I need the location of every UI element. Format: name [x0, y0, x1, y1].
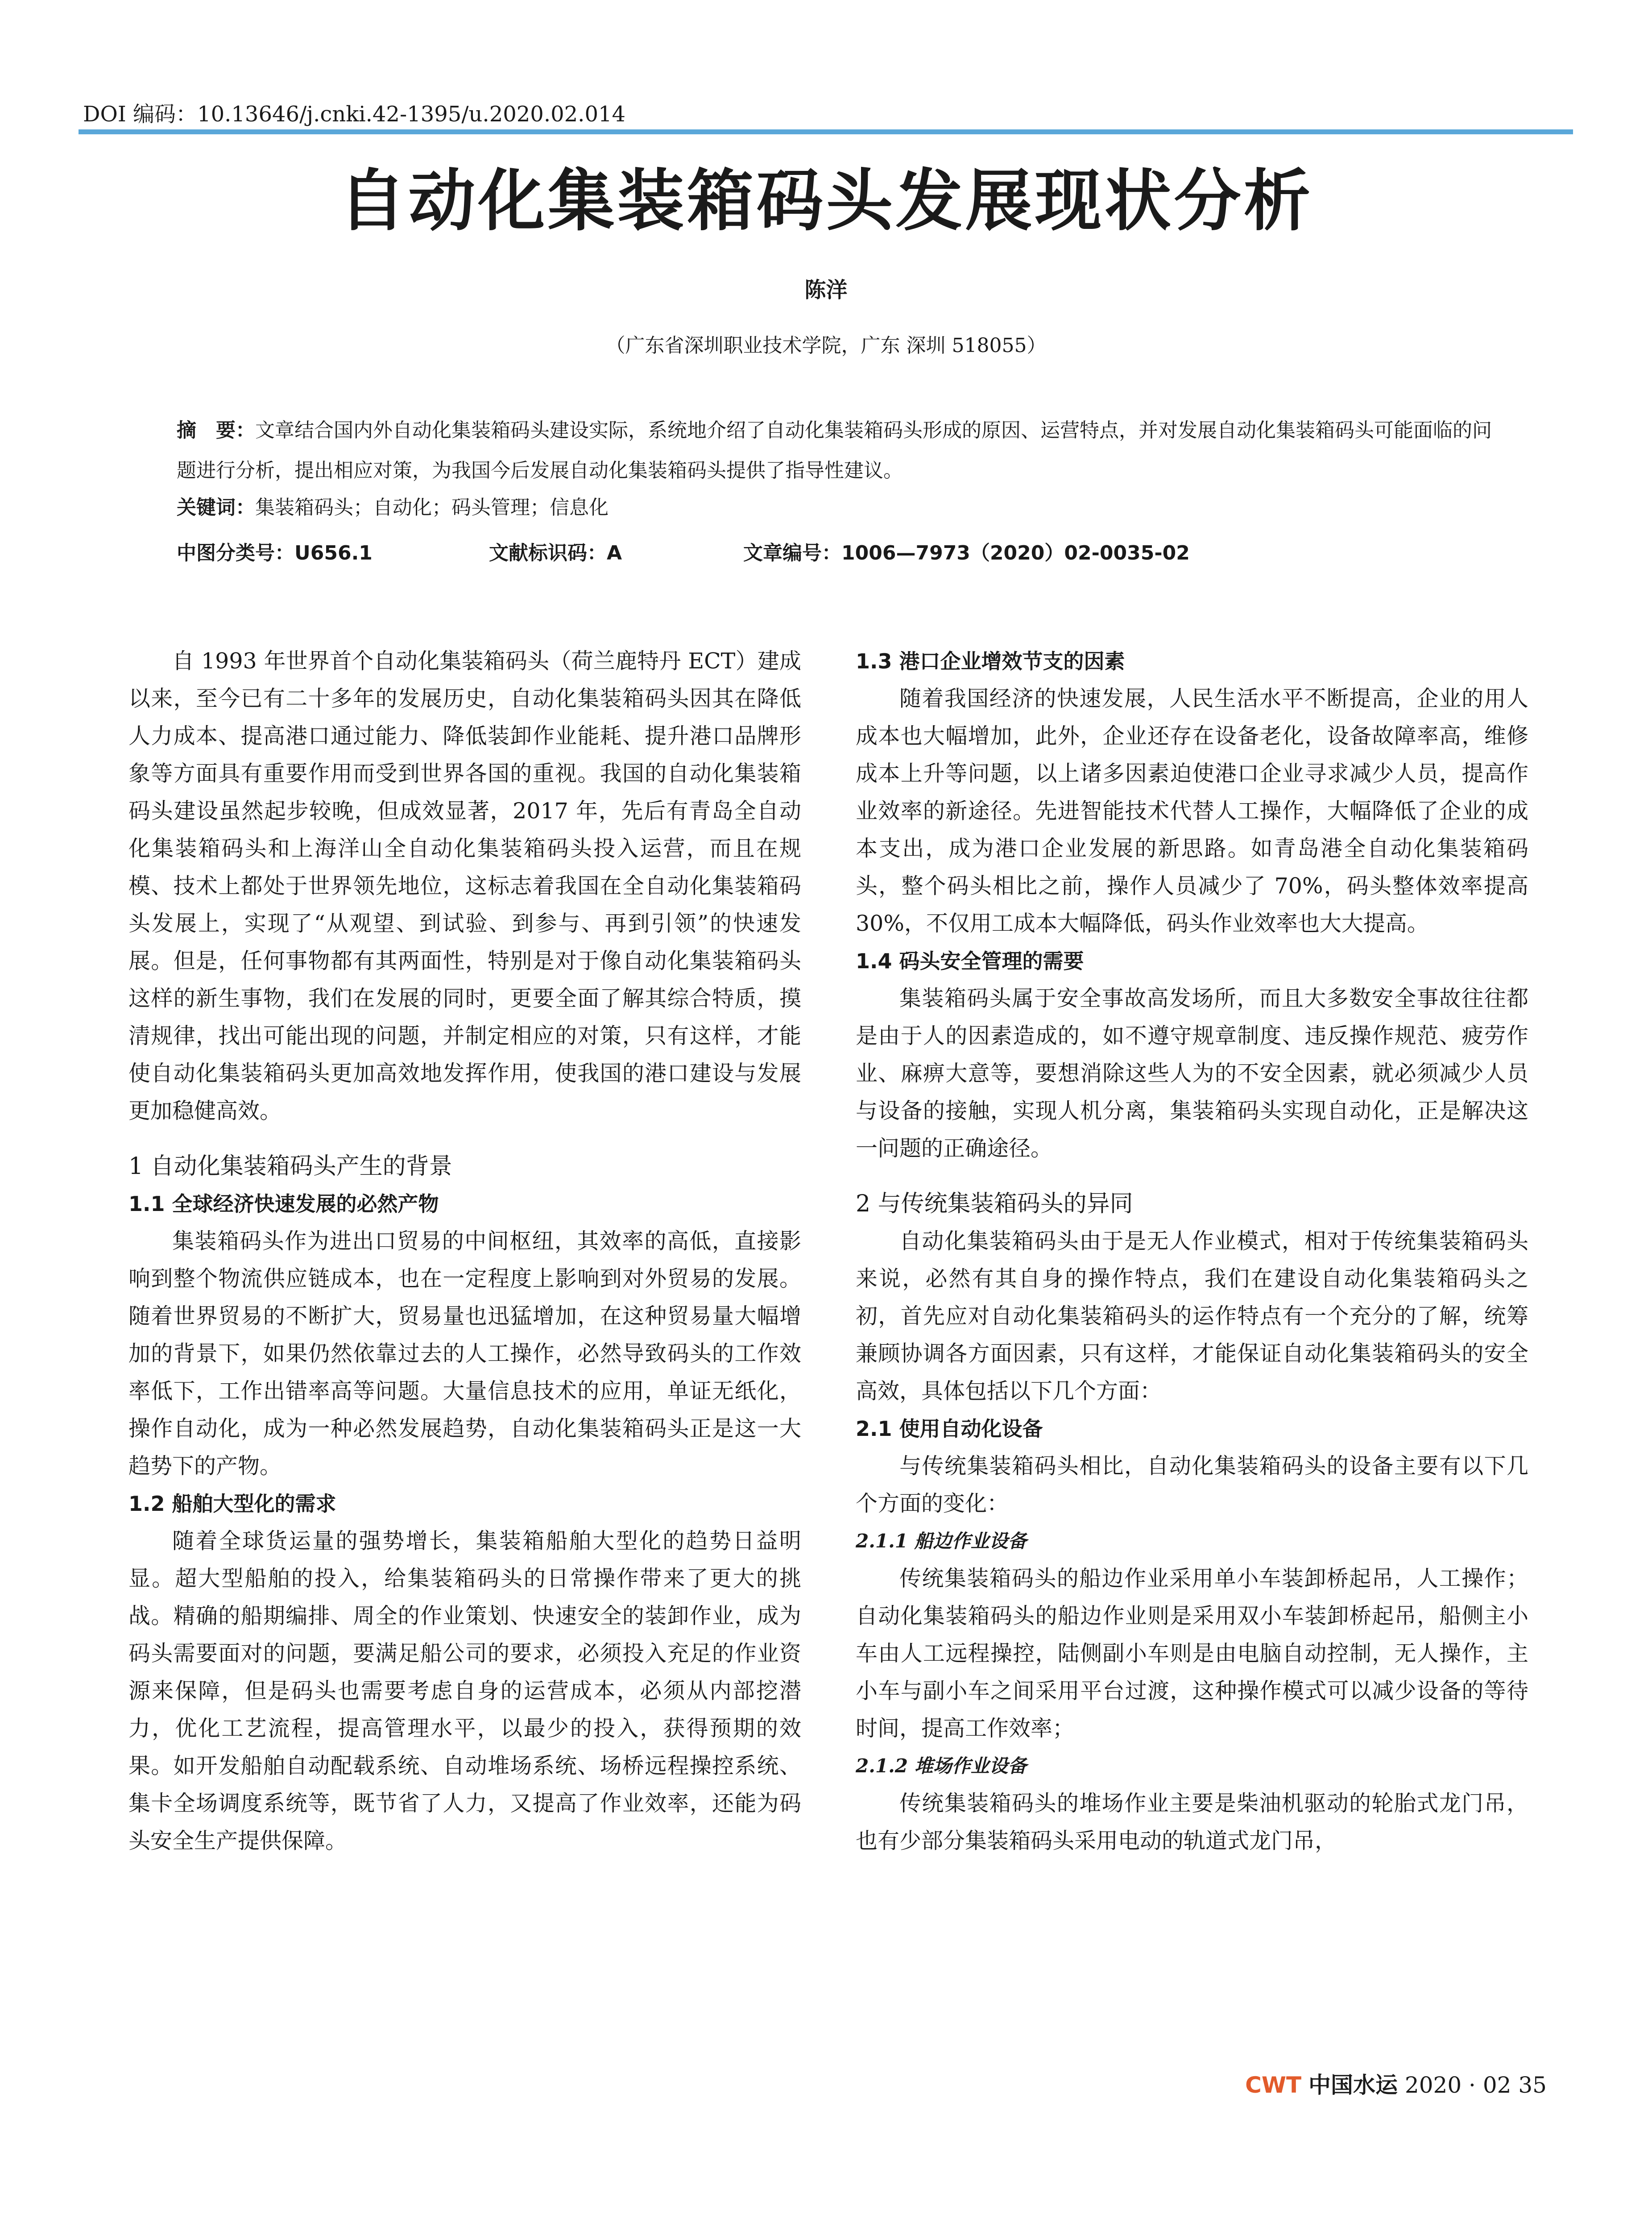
abstract-text: 文章结合国内外自动化集装箱码头建设实际，系统地介绍了自动化集装箱码头形成的原因、运营特点，并对发展自动化集装箱码头可能面临的问题进行分析，提出相应对策，为我国今后发展自动化集装箱码头提供了指导性建议。	[177, 419, 1492, 482]
section-heading-1: 1 自动化集装箱码头产生的背景	[128, 1153, 452, 1180]
subsection-heading-1-4: 1.4 码头安全管理的需要	[856, 949, 1084, 973]
paragraph-2: 自动化集装箱码头由于是无人作业模式，相对于传统集装箱码头来说，必然有其自身的操作特点，我们在建设自动化集装箱码头之初，首先应对自动化集装箱码头的运作特点有一个充分的了解，统筹兼顾协调各方面因素，只有这样，才能保证自动化集装箱码头的安全高效，具体包括以下几个方面：	[856, 1228, 1528, 1404]
section-heading-2: 2 与传统集装箱码头的异同	[856, 1190, 1133, 1217]
paragraph-1-4: 集装箱码头属于安全事故高发场所，而且大多数安全事故往往都是由于人的因素造成的，如不遵守规章制度、违反操作规范、疲劳作业、麻痹大意等，要想消除这些人为的不安全因素，就必须减少人员与设备的接触，实现人机分离，集装箱码头实现自动化，正是解决这一问题的正确途径。	[856, 986, 1528, 1161]
paragraph-1-1: 集装箱码头作为进出口贸易的中间枢纽，其效率的高低，直接影响到整个物流供应链成本，也在一定程度上影响到对外贸易的发展。随着世界贸易的不断扩大，贸易量也迅猛增加，在这种贸易量大幅增加的背景下，如果仍然依靠过去的人工操作，必然导致码头的工作效率低下，工作出错率高等问题。大量信息技术的应用，单证无纸化，操作自动化，成为一种必然发展趋势，自动化集装箱码头正是这一大趋势下的产物。	[128, 1228, 801, 1479]
journal-name: 中国水运	[1308, 2072, 1398, 2098]
paper-title: 自动化集装箱码头发展现状分析	[339, 162, 1313, 240]
subsection-heading-1-1: 1.1 全球经济快速发展的必然产物	[128, 1192, 439, 1216]
intro-paragraph: 自 1993 年世界首个自动化集装箱码头（荷兰鹿特丹 ECT）建成以来，至今已有二十多年的发展历史，自动化集装箱码头因其在降低人力成本、提高港口通过能力、降低装卸作业能耗、提升港口品牌形象等方面具有重要作用而受到世界各国的重视。我国的自动化集装箱码头建设虽然起步较晚，但成效显著，2017 年，先后有青岛全自动化集装箱码头和上海洋山全自动化集装箱码头投入运营，而且在规模、技术上都处于世界领先地位，这标志着我国在全自动化集装箱码头发展上，实现了“从观望、到试验、到参与、再到引领”的快速发展。但是，任何事物都有其两面性，特别是对于像自动化集装箱码头这样的新生事物，我们在发展的同时，更要全面了解其综合特质，摸清规律，找出可能出现的问题，并制定相应的对策，只有这样，才能使自动化集装箱码头更加高效地发挥作用，使我国的港口建设与发展更加稳健高效。	[128, 648, 801, 1124]
paragraph-1-2: 随着全球货运量的强势增长，集装箱船舶大型化的趋势日益明显。超大型船舶的投入，给集装箱码头的日常操作带来了更大的挑战。精确的船期编排、周全的作业策划、快速安全的装卸作业，成为码头需要面对的问题，要满足船公司的要求，必须投入充足的作业资源来保障，但是码头也需要考虑自身的运营成本，必须从内部挖潜力，优化工艺流程，提高管理水平，以最少的投入，获得预期的效果。如开发船舶自动配载系统、自动堆场系统、场桥远程操控系统、集卡全场调度系统等，既节省了人力，又提高了作业效率，还能为码头安全生产提供保障。	[128, 1528, 801, 1854]
clc-number: 中图分类号：U656.1	[177, 542, 373, 564]
issue-number: 2020 · 02	[1404, 2072, 1511, 2098]
subsection-heading-1-2: 1.2 船舶大型化的需求	[128, 1492, 336, 1516]
paragraph-2-1-2: 传统集装箱码头的堆场作业主要是柴油机驱动的轮胎式龙门吊，也有少部分集装箱码头采用电动的轨道式龙门吊，	[856, 1791, 1528, 1854]
subsection-heading-1-3: 1.3 港口企业增效节支的因素	[856, 649, 1125, 673]
abstract	[177, 411, 1493, 491]
article-number: 文章编号：1006—7973（2020）02-0035-02	[743, 542, 1190, 564]
subsection-heading-2-1: 2.1 使用自动化设备	[856, 1417, 1043, 1441]
paragraph-2-1-1: 传统集装箱码头的船边作业采用单小车装卸桥起吊，人工操作；自动化集装箱码头的船边作业则是采用双小车装卸桥起吊，船侧主小车由人工远程操控，陆侧副小车则是由电脑自动控制，无人操作，主小车与副小车之间采用平台过渡，这种操作模式可以减少设备的等待时间，提高工作效率；	[856, 1566, 1528, 1741]
subsubsection-heading-2-1-1: 2.1.1 船边作业设备	[856, 1530, 1027, 1552]
keywords-label: 关键词：	[177, 496, 255, 519]
paragraph-1-3: 随着我国经济的快速发展，人民生活水平不断提高，企业的用人成本也大幅增加，此外，企业还存在设备老化，设备故障率高，维修成本上升等问题，以上诸多因素迫使港口企业寻求减少人员，提高作业效率的新途径。先进智能技术代替人工操作，大幅降低了企业的成本支出，成为港口企业发展的新思路。如青岛港全自动化集装箱码头，整个码头相比之前，操作人员减少了 70%，码头整体效率提高 30%，不仅用工成本大幅降低，码头作业效率也大大提高。	[856, 686, 1528, 936]
subsubsection-heading-2-1-2: 2.1.2 堆场作业设备	[856, 1755, 1027, 1777]
affiliation: （广东省深圳职业技术学院，广东 深圳 518055）	[605, 334, 1047, 357]
author: 陈洋	[804, 278, 848, 303]
page-number: 35	[1518, 2072, 1547, 2098]
left-column	[128, 643, 801, 1860]
document-code: 文献标识码：A	[489, 542, 622, 564]
doi-line: DOI 编码：10.13646/j.cnki.42-1395/u.2020.02.014	[83, 102, 626, 127]
abstract-label: 摘 要：	[177, 419, 255, 442]
page-footer	[1245, 2069, 1547, 2101]
paragraph-2-1: 与传统集装箱码头相比，自动化集装箱码头的设备主要有以下几个方面的变化：	[856, 1453, 1528, 1516]
keywords-text: 集装箱码头；自动化；码头管理；信息化	[255, 496, 609, 519]
right-column	[856, 643, 1528, 1860]
header-rule	[79, 129, 1573, 134]
article-meta	[177, 540, 1493, 567]
journal-logo: CWT	[1245, 2072, 1302, 2098]
keywords	[177, 494, 1493, 521]
